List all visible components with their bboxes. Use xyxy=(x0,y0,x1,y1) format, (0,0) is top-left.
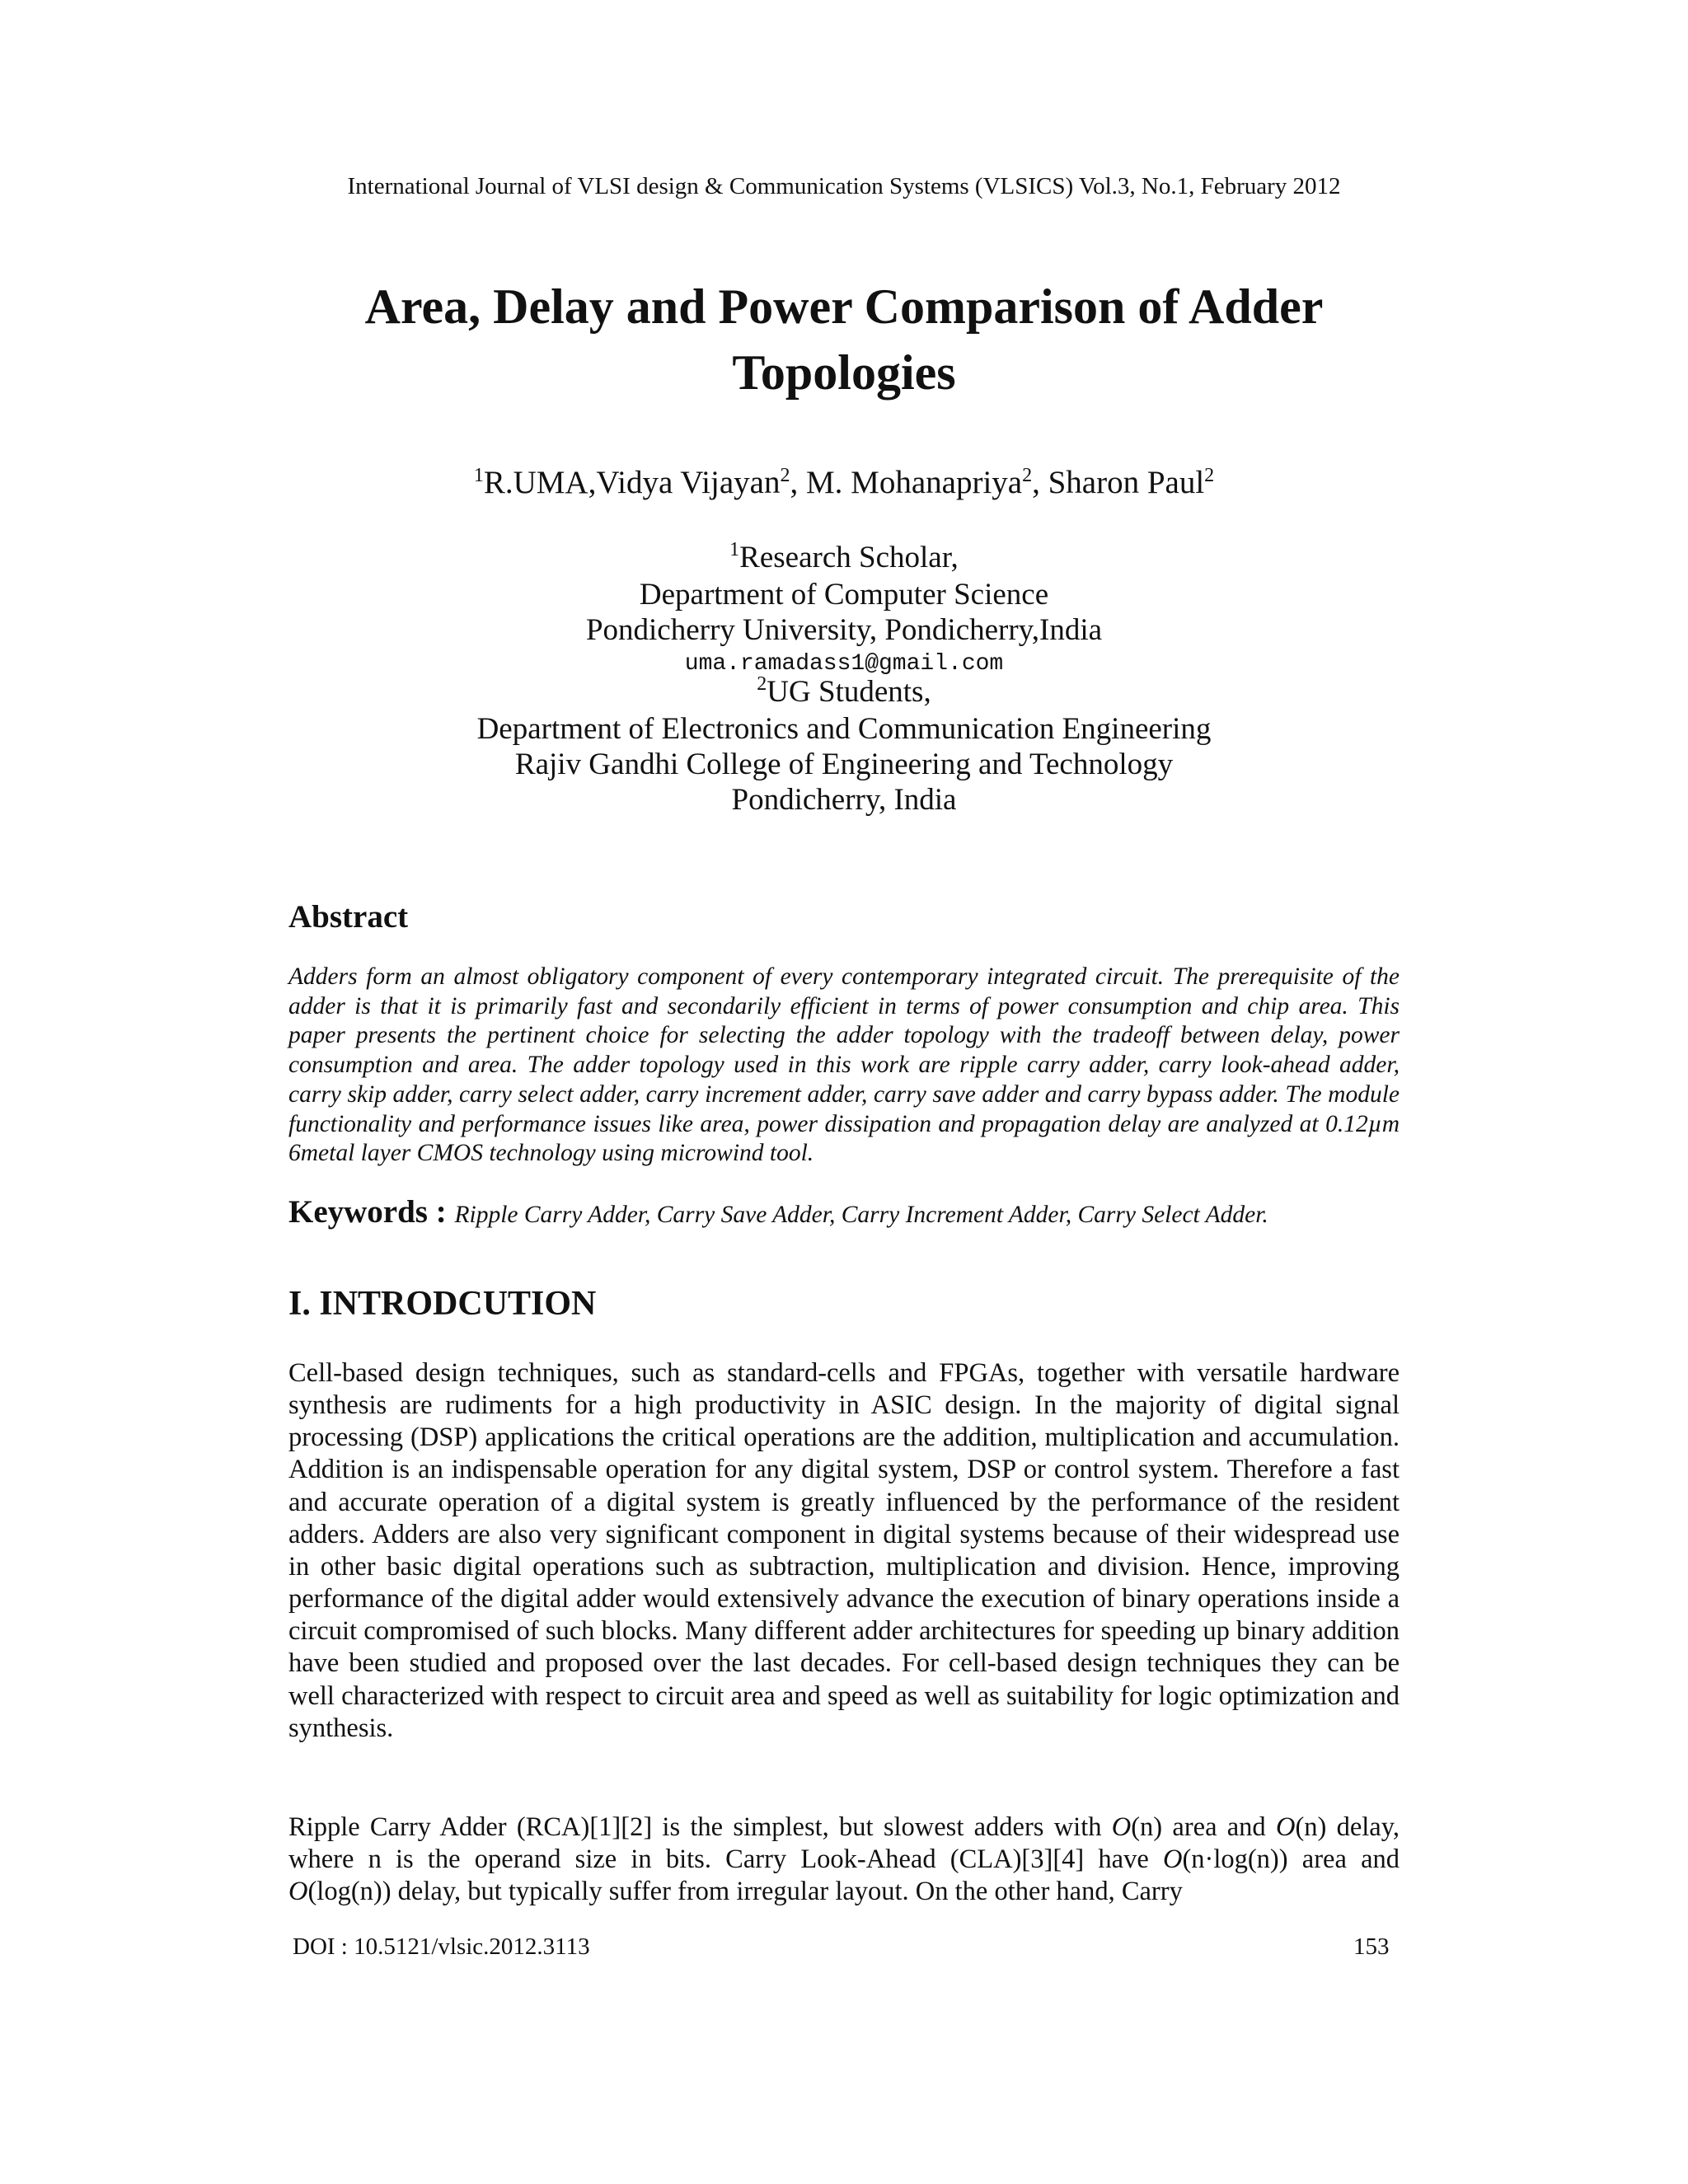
title-line-1: Area, Delay and Power Comparison of Adder xyxy=(364,279,1324,334)
intro-paragraph: Ripple Carry Adder (RCA)[1][2] is the simplest, but slowest adders with O(n) area and O(n) delay, where n is the operand size in bits. Carry Look-Ahead (CLA)[3][4] have O(n·log(n)) area and O(log(n)) delay, but typically suffer from irregular layout. On the other hand, Carry xyxy=(288,1812,1400,1907)
author-name: Vidya Vijayan xyxy=(596,465,781,500)
author-name: , Sharon Paul xyxy=(1032,465,1205,500)
abstract-body: Adders form an almost obligatory component of every contemporary integrated circuit. The prerequisite of the adder is that it is primarily fast and secondarily efficient in terms of power consumption and chip area. This paper presents the pertinent choice for selecting the adder topology with the tradeoff between delay, power consumption and area. The adder topology used in this work are ripple carry adder, carry look-ahead adder, carry skip adder, carry select adder, carry increment adder, carry save adder and carry bypass adder. The module functionality and performance issues like area, power dissipation and propagation delay are analyzed at 0.12µm 6metal layer CMOS technology using microwind tool. xyxy=(288,963,1400,1167)
author-sup: 2 xyxy=(1204,465,1215,486)
footer-doi: DOI : 10.5121/vlsic.2012.3113 xyxy=(293,1933,590,1960)
running-header: International Journal of VLSI design & Communication Systems (VLSICS) Vol.3, No.1, February 2012 xyxy=(347,173,1341,199)
affiliation-department: Department of Electronics and Communication Engineering xyxy=(476,712,1212,746)
page-number: 153 xyxy=(1353,1933,1390,1960)
affiliation-role: $^1$Research Scholar, xyxy=(729,539,959,574)
keywords xyxy=(288,1193,1268,1230)
section-heading: I. INTRODCUTION xyxy=(288,1285,597,1323)
keywords-list: Ripple Carry Adder, Carry Save Adder, Carry Increment Adder, Carry Select Adder. xyxy=(454,1202,1268,1228)
author-sup: 2 xyxy=(780,465,790,486)
affiliation-department: Department of Computer Science xyxy=(639,578,1049,612)
affiliation-sup: 1 xyxy=(729,539,740,560)
author-sup: 2 xyxy=(1022,465,1033,486)
affiliation-location: Pondicherry, India xyxy=(731,783,957,817)
keywords-label: Keywords : xyxy=(288,1194,455,1230)
author-list xyxy=(247,464,1441,501)
intro-paragraph: Cell-based design techniques, such as standard-cells and FPGAs, together with versatile hardware synthesis are rudiments for a high productivity in ASIC design. In the majority of digital signal processing (DSP) applications the critical operations are the addition, multiplication and accumulation. Addition is an indispensable operation for any digital system, DSP or control system. Therefore a fast and accurate operation of a digital system is greatly influenced by the performance of the resident adders. Adders are also very significant component in digital systems because of their widespread use in other basic digital operations such as subtraction, multiplication and division. Hence, improving performance of the digital adder would extensively advance the execution of binary operations inside a circuit compromised of such blocks. Many different adder architectures for speeding up binary addition have been studied and proposed over the last decades. For cell-based design techniques they can be well characterized with respect to circuit area and speed as well as suitability for logic optimization and synthesis. xyxy=(288,1358,1400,1743)
affiliation-sup: 2 xyxy=(757,673,767,695)
abstract-heading: Abstract xyxy=(288,899,409,935)
affiliation-university: Pondicherry University, Pondicherry,India xyxy=(585,613,1103,647)
author-name: , M. Mohanapriya xyxy=(790,465,1023,500)
author-sup: 1 xyxy=(473,465,484,486)
affiliation-role: $^2$UG Students, xyxy=(757,673,931,709)
author-email[interactable]: uma.ramadass1@gmail.com xyxy=(684,651,1004,677)
author-name: R.UMA, xyxy=(483,465,597,500)
title-line-2: Topologies xyxy=(732,345,956,400)
paper-title xyxy=(247,274,1441,405)
affiliation-college: Rajiv Gandhi College of Engineering and Technology xyxy=(514,748,1174,781)
